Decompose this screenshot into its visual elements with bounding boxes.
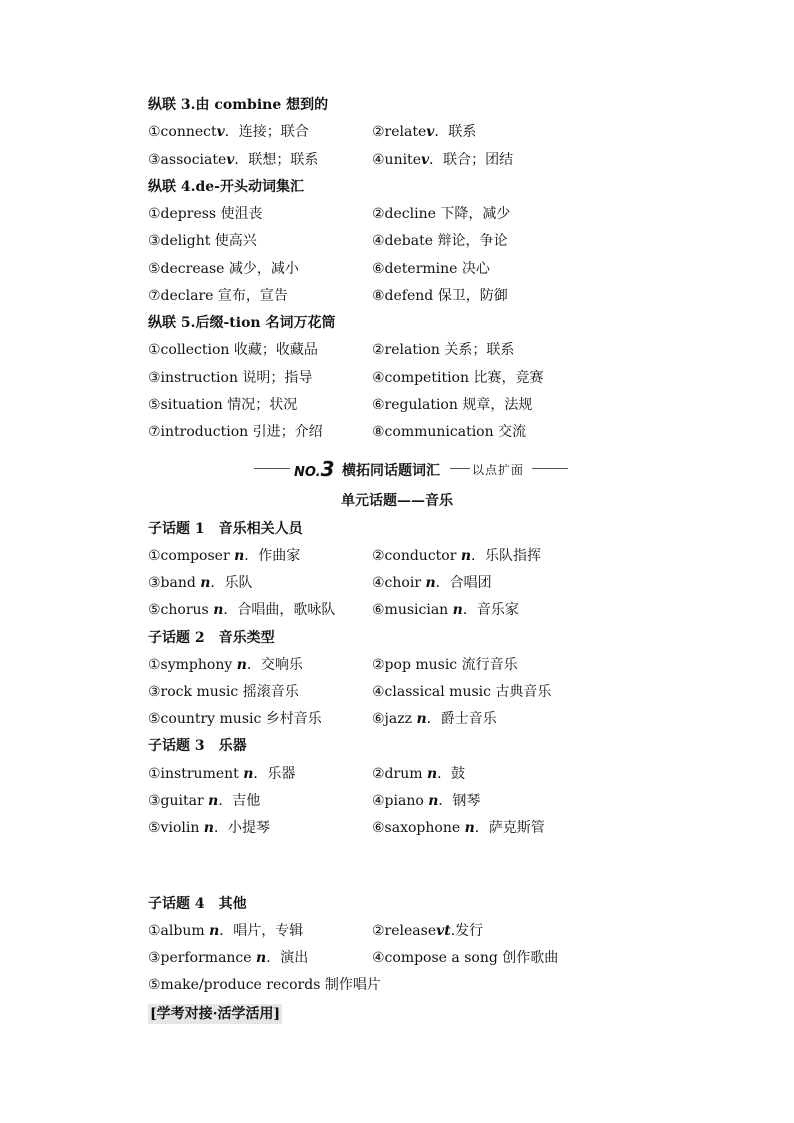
item: ⑥regulation 规章，法规	[372, 397, 533, 413]
item: ④competition 比赛，竞赛	[372, 370, 544, 386]
item: ①depress 使沮丧	[148, 206, 263, 222]
sec3-row-2	[148, 151, 514, 169]
sub3-row-1	[148, 765, 466, 783]
word: ①composer	[148, 548, 235, 564]
pos: n	[236, 657, 247, 673]
item: ②relation 关系；联系	[372, 342, 515, 358]
pos: n	[452, 602, 463, 618]
item: ①collection 收藏；收藏品	[148, 342, 318, 358]
sub4-row-2	[148, 949, 559, 967]
section-banner	[254, 456, 568, 480]
pos: n	[460, 548, 472, 564]
section-tag: [学考对接·活学活用]	[150, 1006, 281, 1022]
meaning: ．钢琴	[438, 793, 481, 809]
item: ⑧defend 保卫，防御	[372, 288, 508, 304]
meaning: ．合唱团	[435, 575, 492, 591]
sec5-row-2	[148, 369, 544, 387]
pos: v	[226, 152, 235, 168]
meaning: ．音乐家	[462, 602, 519, 618]
word: ①connect	[148, 124, 217, 140]
word: ④unite	[372, 152, 421, 168]
banner-rule-right	[532, 468, 568, 469]
sec5-row-3	[148, 396, 533, 414]
pos: n	[464, 820, 475, 836]
banner-title: 横拓同话题词汇	[342, 463, 440, 479]
banner-rule-left	[254, 468, 290, 469]
word: ⑤country music 乡村音乐	[148, 711, 322, 727]
pos: v	[426, 124, 435, 140]
sec4-row-4	[148, 287, 508, 305]
meaning: ．小提琴	[213, 820, 270, 836]
section-5-title: 纵联 5.后缀-tion 名词万花筒	[148, 315, 336, 331]
word: ③performance	[148, 950, 257, 966]
pos: n	[200, 575, 211, 591]
pos: n	[256, 950, 267, 966]
sub4-row-3: ⑤make/produce records 制作唱片	[148, 977, 381, 993]
item: ⑤decrease 减少，减小	[148, 261, 299, 277]
item: ②decline 下降，减少	[372, 206, 511, 222]
banner-subtitle: 以点扩面	[472, 463, 525, 477]
meaning: ．唱片，专辑	[219, 923, 304, 939]
meaning: ．爵士音乐	[426, 711, 497, 727]
pos: v	[420, 152, 430, 168]
subtopic-1-title: 子话题 1 音乐相关人员	[148, 521, 303, 537]
meaning: ．吉他	[218, 793, 261, 809]
pos: n	[425, 575, 436, 591]
item: ③instruction 说明；指导	[148, 370, 313, 386]
word: ⑥musician	[372, 602, 453, 618]
word: ③guitar	[148, 793, 209, 809]
word: ④choir	[372, 575, 426, 591]
meaning: ．合唱曲，歌咏队	[223, 602, 336, 618]
word: ①symphony	[148, 657, 237, 673]
word: ②release	[372, 923, 437, 939]
sub1-row-2	[148, 574, 492, 592]
sub1-row-3	[148, 601, 519, 619]
sub4-row-1	[148, 922, 484, 940]
pos: v	[216, 124, 225, 140]
item: ⑦declare 宣布，宣告	[148, 288, 288, 304]
pos: n	[213, 602, 224, 618]
banner-rule-mid	[450, 468, 470, 469]
meaning: ．联系	[434, 124, 477, 140]
item: ⑥determine 决心	[372, 261, 490, 277]
meaning: ．乐队	[210, 575, 253, 591]
sub2-row-1	[148, 656, 518, 674]
word: ②conductor	[372, 548, 461, 564]
meaning: ．演出	[266, 950, 309, 966]
word: ④compose a song 创作歌曲	[372, 950, 559, 966]
word: ④classical music 古典音乐	[372, 684, 552, 700]
pos: n	[243, 766, 254, 782]
item: ⑤situation 情况；状况	[148, 397, 298, 413]
pos: n	[203, 820, 214, 836]
sub1-row-1	[148, 547, 542, 565]
meaning: ．联想；联系	[234, 152, 319, 168]
unit-title: 单元话题——音乐	[341, 493, 453, 509]
word: ①instrument	[148, 766, 244, 782]
sub3-row-3	[148, 819, 545, 837]
sec5-row-4	[148, 423, 527, 441]
word: ①album	[148, 923, 210, 939]
sec4-row-3	[148, 260, 490, 278]
word: ④piano	[372, 793, 429, 809]
word: ②relate	[372, 124, 427, 140]
sub2-row-2	[148, 683, 552, 701]
word: ⑥jazz	[372, 711, 417, 727]
sec4-row-1	[148, 205, 511, 223]
meaning: ．联合；团结	[429, 152, 514, 168]
pos: n	[209, 923, 220, 939]
subtopic-2-title: 子话题 2 音乐类型	[148, 630, 275, 646]
section-3-title: 纵联 3.由 combine 想到的	[148, 97, 329, 113]
meaning: .发行	[450, 923, 484, 939]
word: ⑤chorus	[148, 602, 214, 618]
word: ②drum	[372, 766, 427, 782]
pos: vt	[436, 923, 451, 939]
item: ⑦introduction 引进；介绍	[148, 424, 323, 440]
meaning: ．萨克斯管	[474, 820, 545, 836]
banner-number: NO.3	[294, 457, 335, 481]
pos: n	[426, 766, 438, 782]
pos: n	[416, 711, 427, 727]
sec3-row-1	[148, 123, 477, 141]
section-4-title: 纵联 4.de-开头动词集汇	[148, 179, 304, 195]
item: ⑧communication 交流	[372, 424, 527, 440]
pos: n	[234, 548, 245, 564]
meaning: ．作曲家	[244, 548, 301, 564]
sec5-row-1	[148, 341, 515, 359]
word: ③associate	[148, 152, 227, 168]
item: ③delight 使高兴	[148, 233, 257, 249]
pos: n	[208, 793, 219, 809]
pos: n	[428, 793, 439, 809]
word: ③band	[148, 575, 201, 591]
meaning: ．交响乐	[246, 657, 303, 673]
subtopic-4-title: 子话题 4 其他	[148, 896, 247, 912]
subtopic-3-title: 子话题 3 乐器	[148, 738, 247, 754]
meaning: ．乐队指挥	[471, 548, 542, 564]
sec4-row-2	[148, 232, 508, 250]
item: ④debate 辩论，争论	[372, 233, 508, 249]
meaning: ．乐器	[253, 766, 296, 782]
word: ⑥saxophone	[372, 820, 465, 836]
meaning: ．连接；联合	[224, 124, 309, 140]
sub3-row-2	[148, 792, 481, 810]
word: ⑤violin	[148, 820, 204, 836]
meaning: ．鼓	[437, 766, 466, 782]
sub2-row-3	[148, 710, 497, 728]
word: ③rock music 摇滚音乐	[148, 684, 299, 700]
word: ②pop music 流行音乐	[372, 657, 518, 673]
